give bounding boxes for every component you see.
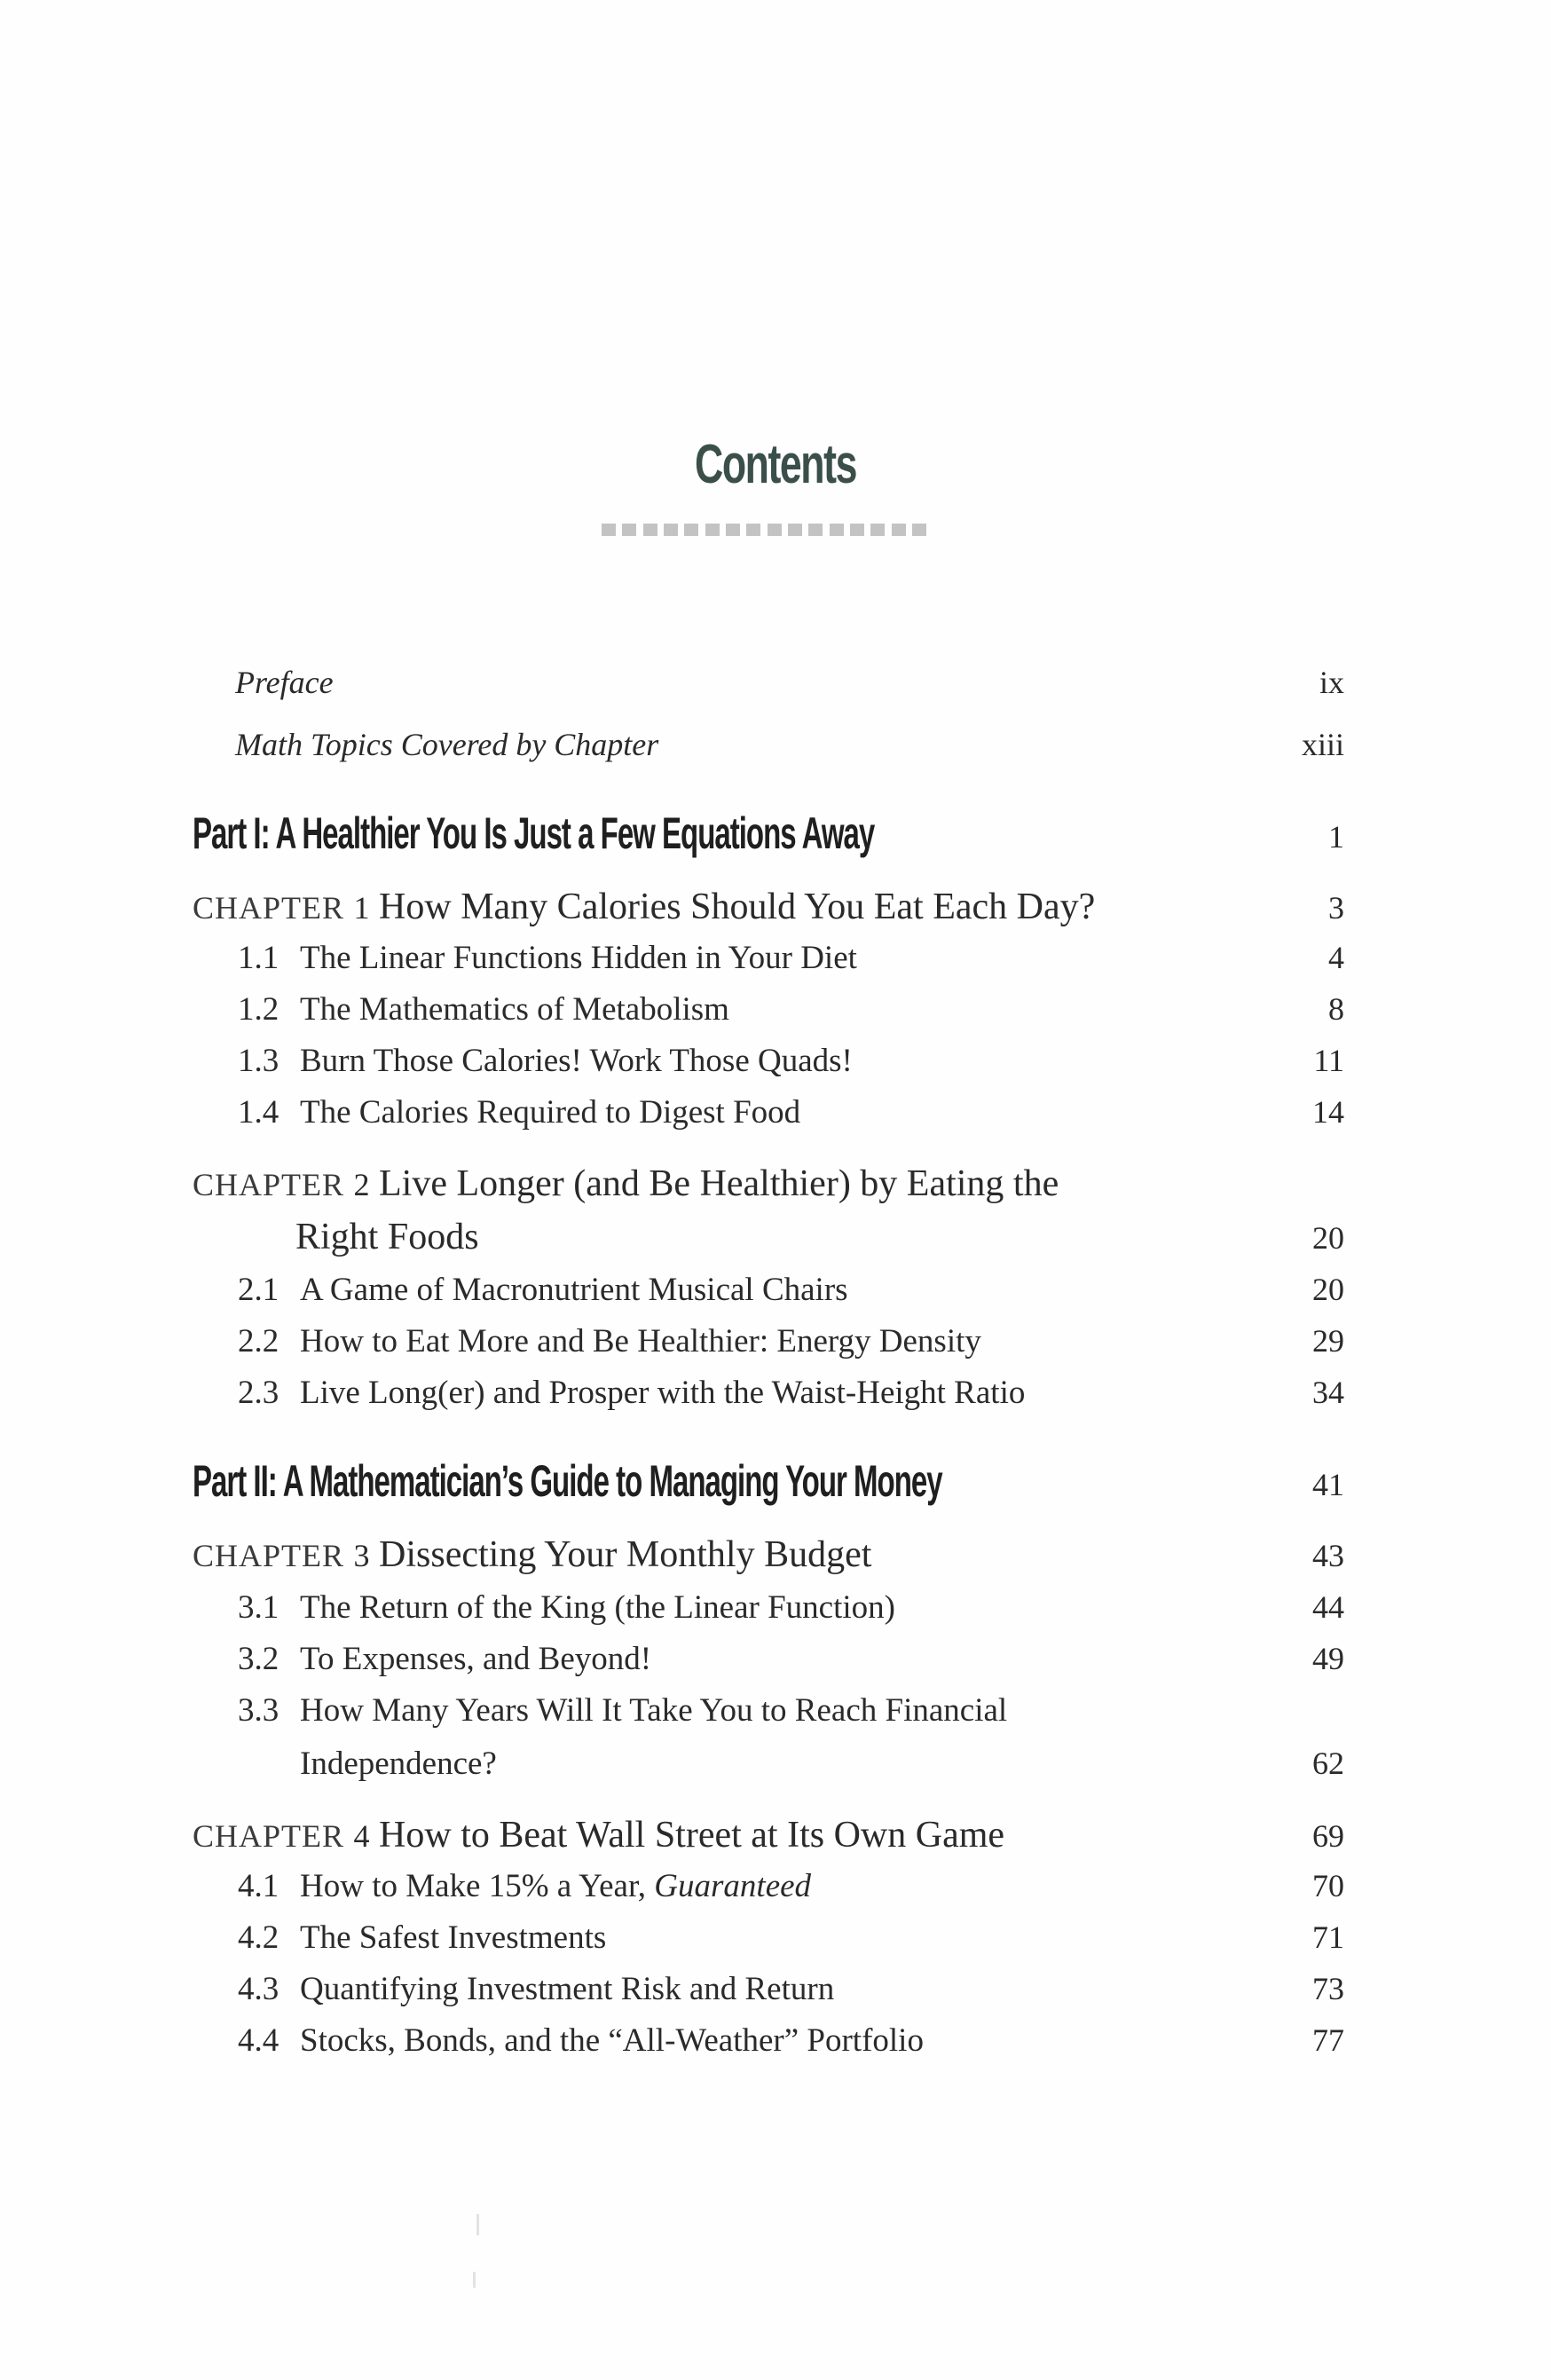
chapter-title: Dissecting Your Monthly Budget [379, 1534, 872, 1575]
section-number: 4.4 [238, 2022, 279, 2059]
chapter-title: How Many Calories Should You Eat Each Day? [379, 887, 1096, 927]
page-number: 77 [1312, 2022, 1344, 2058]
page-number: 44 [1312, 1589, 1344, 1625]
section-title: To Expenses, and Beyond! [300, 1641, 652, 1677]
section-number: 1.1 [238, 940, 279, 976]
toc-chapter-2-continued[interactable] [0, 1216, 1551, 1269]
section-title: The Mathematics of Metabolism [300, 991, 729, 1028]
chapter-number: 2 [353, 1167, 370, 1202]
section-number: 2.1 [238, 1272, 279, 1308]
page-number: 70 [1312, 1868, 1344, 1903]
section-number: 4.2 [238, 1919, 279, 1956]
toc-section-4-2[interactable] [0, 1919, 1551, 1972]
page-number: xiii [1301, 727, 1344, 762]
section-title: How to Eat More and Be Healthier: Energy Density [300, 1323, 981, 1359]
toc-section-2-1[interactable] [0, 1271, 1551, 1324]
page-number: 69 [1312, 1818, 1344, 1854]
toc-section-1-2[interactable] [0, 990, 1551, 1044]
scan-artifact [473, 2272, 476, 2288]
section-number: 3.2 [238, 1641, 279, 1677]
toc-part-2[interactable] [0, 1455, 1551, 1509]
section-number: 3.3 [238, 1692, 279, 1729]
toc-entry-preface[interactable] [0, 664, 1551, 717]
chapter-label: CHAPTER [193, 1818, 345, 1854]
page-number: 8 [1328, 991, 1344, 1027]
toc-section-3-2[interactable] [0, 1640, 1551, 1693]
toc-section-1-4[interactable] [0, 1093, 1551, 1147]
section-number: 2.3 [238, 1375, 279, 1411]
page-number: 20 [1312, 1272, 1344, 1307]
section-number: 4.3 [238, 1971, 279, 2007]
section-title: Quantifying Investment Risk and Return [300, 1971, 835, 2007]
page-number: 73 [1312, 1971, 1344, 2006]
chapter-number: 3 [353, 1538, 370, 1573]
toc-part-1[interactable] [0, 808, 1551, 861]
toc-section-2-3[interactable] [0, 1374, 1551, 1427]
toc-section-3-1[interactable] [0, 1588, 1551, 1642]
chapter-title: How to Beat Wall Street at Its Own Game [379, 1815, 1005, 1856]
toc-chapter-4[interactable] [0, 1814, 1551, 1867]
toc-section-4-3[interactable] [0, 1970, 1551, 2023]
toc-section-3-3[interactable] [0, 1691, 1551, 1745]
toc-section-1-1[interactable] [0, 939, 1551, 992]
section-title: Burn Those Calories! Work Those Quads! [300, 1043, 853, 1079]
toc-section-4-1[interactable] [0, 1867, 1551, 1920]
chapter-title: Live Longer (and Be Healthier) by Eating the [379, 1163, 1059, 1204]
page-number: 4 [1328, 940, 1344, 975]
title-ornament-rule [602, 524, 926, 540]
page-number: 20 [1312, 1220, 1344, 1256]
section-title: The Linear Functions Hidden in Your Diet [300, 940, 857, 976]
page-number: ix [1319, 665, 1344, 700]
page-number: 43 [1312, 1538, 1344, 1573]
section-title: How Many Years Will It Take You to Reach Financial [300, 1692, 1008, 1729]
page-number: 29 [1312, 1323, 1344, 1359]
section-number: 1.4 [238, 1094, 279, 1131]
chapter-label: CHAPTER [193, 1167, 345, 1202]
page-number: 41 [1312, 1467, 1344, 1502]
chapter-number: 4 [353, 1818, 370, 1854]
chapter-title-continued: Right Foods [295, 1217, 479, 1257]
entry-title: Preface [235, 665, 334, 700]
section-title: Stocks, Bonds, and the “All-Weather” Portfolio [300, 2022, 924, 2059]
toc-entry-math-topics[interactable] [0, 726, 1551, 779]
contents-title: Contents [695, 434, 856, 495]
section-title-continued: Independence? [300, 1746, 497, 1782]
page-number: 1 [1328, 819, 1344, 855]
chapter-label: CHAPTER [193, 1538, 345, 1573]
section-number: 3.1 [238, 1589, 279, 1626]
section-title: The Return of the King (the Linear Function) [300, 1589, 895, 1626]
section-title: A Game of Macronutrient Musical Chairs [300, 1272, 848, 1308]
chapter-number: 1 [353, 890, 370, 926]
toc-section-3-3-continued[interactable] [0, 1745, 1551, 1798]
page-number: 49 [1312, 1641, 1344, 1676]
page-number: 3 [1328, 890, 1344, 926]
toc-chapter-3[interactable] [0, 1533, 1551, 1587]
section-title: Live Long(er) and Prosper with the Waist-Height Ratio [300, 1375, 1026, 1411]
section-number: 2.2 [238, 1323, 279, 1359]
toc-section-1-3[interactable] [0, 1042, 1551, 1095]
toc-section-4-4[interactable] [0, 2021, 1551, 2075]
entry-title: Math Topics Covered by Chapter [235, 727, 659, 762]
section-number: 4.1 [238, 1868, 279, 1904]
section-number: 1.2 [238, 991, 279, 1028]
page-number: 71 [1312, 1919, 1344, 1955]
part-title: Part I: A Healthier You Is Just a Few Equations Away [193, 808, 875, 858]
chapter-label: CHAPTER [193, 890, 345, 926]
page-number: 11 [1313, 1043, 1344, 1078]
toc-section-2-2[interactable] [0, 1322, 1551, 1375]
toc-chapter-1[interactable] [0, 886, 1551, 939]
scan-artifact [476, 2214, 479, 2235]
page-number: 62 [1312, 1746, 1344, 1781]
section-title: How to Make 15% a Year, [300, 1868, 647, 1904]
section-title: The Calories Required to Digest Food [300, 1094, 801, 1131]
section-title: The Safest Investments [300, 1919, 607, 1956]
toc-chapter-2[interactable] [0, 1162, 1551, 1216]
page-number: 14 [1312, 1094, 1344, 1130]
part-title: Part II: A Mathematician’s Guide to Managing Your Money [193, 1456, 942, 1506]
section-number: 1.3 [238, 1043, 279, 1079]
section-title-emphasis: Guaranteed [654, 1868, 812, 1904]
page-number: 34 [1312, 1375, 1344, 1410]
